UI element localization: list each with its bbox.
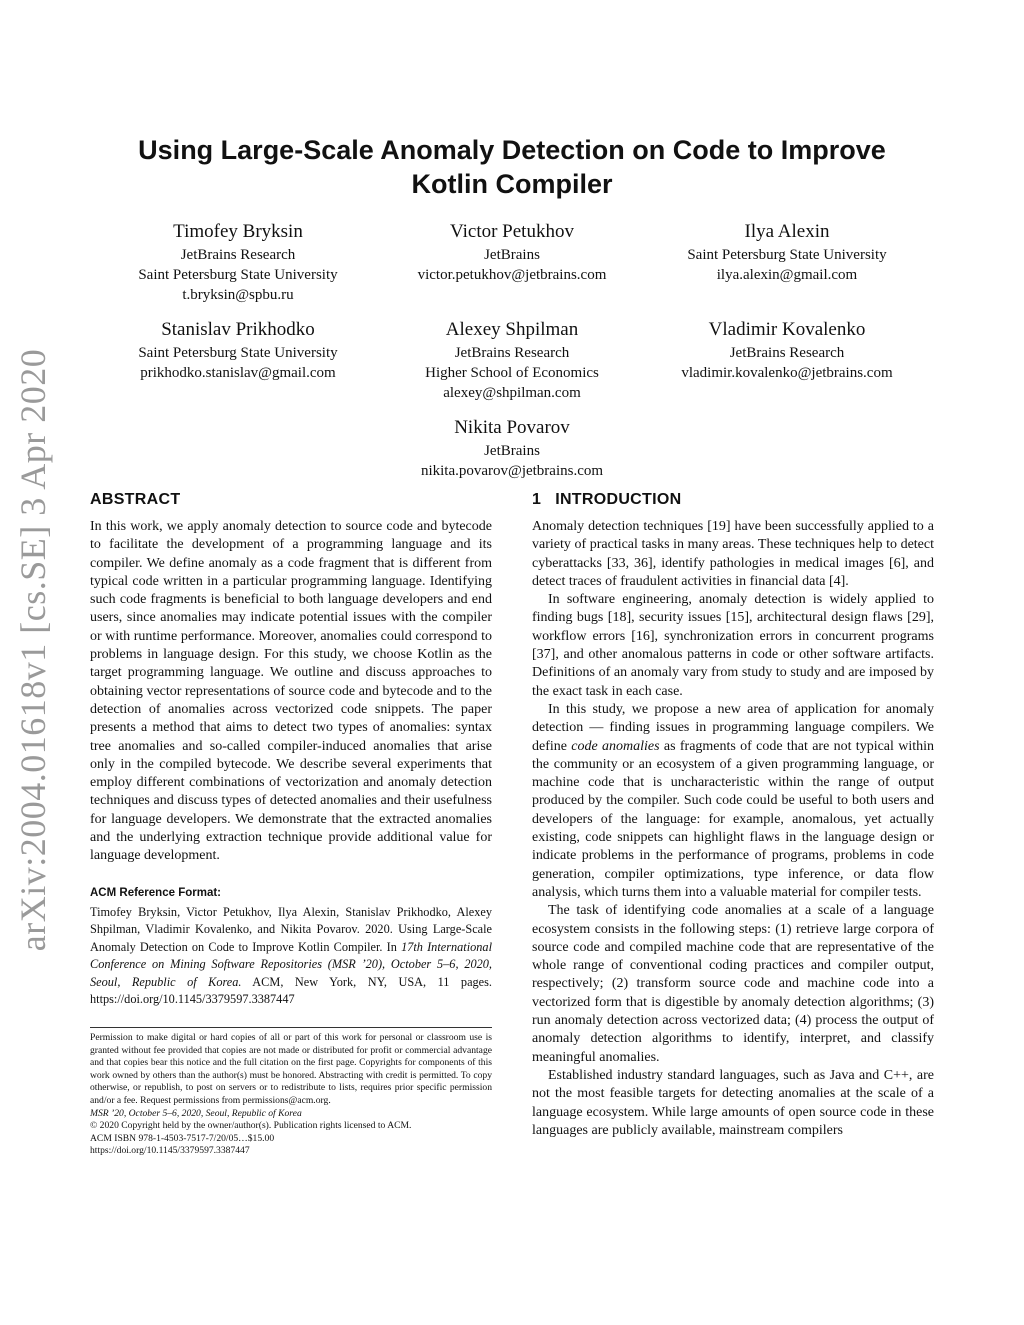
author-email[interactable]: vladimir.kovalenko@jetbrains.com: [681, 365, 893, 381]
author-affiliation: JetBrains Research: [454, 345, 570, 361]
author-email[interactable]: alexey@shpilman.com: [443, 385, 581, 401]
author-affiliation: Saint Petersburg State University: [138, 345, 338, 361]
intro-p3-start: In this study, we propose a new area of application for anomaly detection — finding issues in programming language compilers. We define: [532, 701, 934, 754]
intro-p3-emphasis: code anomalies: [571, 738, 660, 754]
author-affiliation: JetBrains Research: [729, 345, 845, 361]
acm-reference-authors: Timofey Bryksin, Victor Petukhov, Ilya Alexin, Stanislav Prikhodko, Alexey Shpilman, Vladimir Kovalenko, and Nikita Povarov. 2020. Using Large-Scale Anomaly Detection on Code to Improve Kotlin Compiler. In: [90, 904, 492, 954]
acm-reference-heading: ACM Reference Format:: [90, 886, 221, 899]
author-email[interactable]: prikhodko.stanislav@gmail.com: [140, 365, 336, 381]
author-affiliation: JetBrains: [484, 443, 540, 459]
author-block: [647, 220, 927, 285]
author-affiliation: Higher School of Economics: [425, 365, 599, 381]
doi-link[interactable]: https://doi.org/10.1145/3379597.3387447: [90, 1145, 250, 1157]
intro-p3-end: as fragments of code that are not typical within the community or an ecosystem of a given programming language, or machine code that is uncharacteristic within the range of output produced by the compiler. Such code could be useful to both users and developers of the language: for example, anomalous, yet actually existing, code snippets can highlight flaws in the language design or indicate problems in the performance of programs, problems in code generation, compiler optimizations, type inference, or data flow analysis, which turns them into a valuable material for compiler tests.: [532, 738, 934, 900]
permission-venue-text: MSR ’20, October 5–6, 2020, Seoul, Republic of Korea: [90, 1107, 302, 1119]
acm-reference-text: [90, 904, 492, 1009]
author-block: [372, 220, 652, 285]
intro-paragraph-3: [532, 701, 934, 902]
author-email[interactable]: nikita.povarov@jetbrains.com: [420, 463, 604, 479]
title-line-1: Using Large-Scale Anomaly Detection on Code to Improve: [138, 135, 886, 165]
author-affiliation: Saint Petersburg State University: [138, 267, 338, 283]
author-block: [372, 416, 652, 481]
paper-title: [90, 133, 934, 201]
permission-text: Permission to make digital or hard copies of all or part of this work for personal or classroom use is granted without fee provided that copies are not made or distributed for profit or commercial advantage and that copies bear this notice and the full citation on the first page. Copyrights for components of this work owned by others than the author(s) must be honored. Abstracting with credit is permitted. To copy otherwise, or republish, to post on servers or to redistribute to lists, requires prior specific permission and/or a fee. Request permissions from permissions@acm.org.: [90, 1031, 492, 1106]
author-block: [647, 318, 927, 383]
title-line-2: Kotlin Compiler: [411, 169, 613, 199]
author-affiliation: JetBrains: [484, 247, 540, 263]
intro-paragraph-4: The task of identifying code anomalies at a scale of a language ecosystem consists in the following steps: (1) retrieve large corpora of source code and compiled machine code that are representative of the whole range of conventional coding practices and compiler output, respectively; (2) transform source code and machine code into a vectorized form that is digestible by anomaly detection algorithms; (3) run anomaly detection across vectorized data; (4) process the output of anomaly detection algorithms to identify, interpret, and classify meaningful anomalies.: [532, 903, 934, 1065]
author-name: Alexey Shpilman: [445, 319, 579, 340]
right-column: [532, 490, 934, 1140]
author-name: Vladimir Kovalenko: [708, 319, 866, 340]
abstract-text: In this work, we apply anomaly detection to source code and bytecode to facilitate the development of a programming language and its compiler. We define anomaly as a code fragment that is different from typical code written in a particular programming language. Identifying such code fragments is beneficial to both language developers and end users, since anomalies may indicate potential issues with the compiler or with runtime performance. Moreover, anomalies could correspond to problems in language design. For this study, we choose Kotlin as the target programming language. We outline and discuss approaches to obtaining vector representations of source code and bytecode and to the detection of anomalies across vectorized code snippets. The paper presents a method that aims to detect two types of anomalies: syntax tree anomalies and so-called compiler-induced anomalies that arise only in the compiled bytecode. We describe several experiments that employ different combinations of vectorization and anomaly detection techniques and discuss types of detected anomalies and their usefulness for language developers. We demonstrate that the extracted anomalies and the underlying extraction technique provide additional value for language development.: [90, 519, 492, 864]
author-block: [98, 220, 378, 305]
permission-venue: [90, 1108, 492, 1121]
left-column: [90, 490, 492, 1158]
author-affiliation: Saint Petersburg State University: [687, 247, 887, 263]
acm-reference-venue: 17th International Conference on Mining Software Repositories (MSR ’20), October 5–6, 2020, Seoul, Republic of Korea.: [90, 939, 492, 989]
section-title: INTRODUCTION: [555, 491, 682, 508]
introduction-heading: [532, 490, 934, 510]
author-affiliation: JetBrains Research: [180, 247, 296, 263]
permission-block: [90, 1027, 492, 1158]
arxiv-identifier: arXiv:2004.01618v1 [cs.SE] 3 Apr 2020: [13, 348, 53, 952]
author-block: [372, 318, 652, 403]
intro-paragraph-5: Established industry standard languages, such as Java and C++, are not the most feasible targets for detecting anomalies at the scale of a language ecosystem. While large amounts of open source code in these languages are publicly available, mainstream compilers: [532, 1067, 934, 1138]
author-name: Victor Petukhov: [450, 221, 574, 242]
author-name: Ilya Alexin: [744, 221, 830, 242]
author-email[interactable]: ilya.alexin@gmail.com: [716, 267, 858, 283]
intro-paragraph-2: In software engineering, anomaly detection is widely applied to finding bugs [18], security issues [15], architectural design flaws [29], workflow errors [16], synchronization errors in concurrent programs [37], and other anomalous patterns in code or other software artifacts. Definitions of an anomaly vary from study to study and are imposed by the exact task in each case.: [532, 592, 934, 699]
copyright-line: © 2020 Copyright held by the owner/author(s). Publication rights licensed to ACM.: [90, 1120, 412, 1132]
abstract-heading: ABSTRACT: [90, 491, 181, 508]
author-name: Stanislav Prikhodko: [161, 319, 315, 340]
section-number: 1: [532, 491, 542, 508]
author-block: [98, 318, 378, 383]
isbn-line: ACM ISBN 978-1-4503-7517-7/20/05…$15.00: [90, 1132, 275, 1144]
intro-paragraph-1: Anomaly detection techniques [19] have been successfully applied to a variety of practical tasks in many areas. These techniques help to detect cyberattacks [33, 36], identify pathologies in medical images [6], and detect traces of fraudulent activities in financial data [4].: [532, 519, 934, 589]
author-name: Nikita Povarov: [454, 417, 570, 438]
author-name: Timofey Bryksin: [173, 221, 303, 242]
acm-reference-tail: ACM, New York, NY, USA, 11 pages. https://doi.org/10.1145/3379597.3387447: [90, 974, 493, 1007]
author-email[interactable]: t.bryksin@spbu.ru: [182, 287, 294, 303]
author-email[interactable]: victor.petukhov@jetbrains.com: [417, 267, 607, 283]
